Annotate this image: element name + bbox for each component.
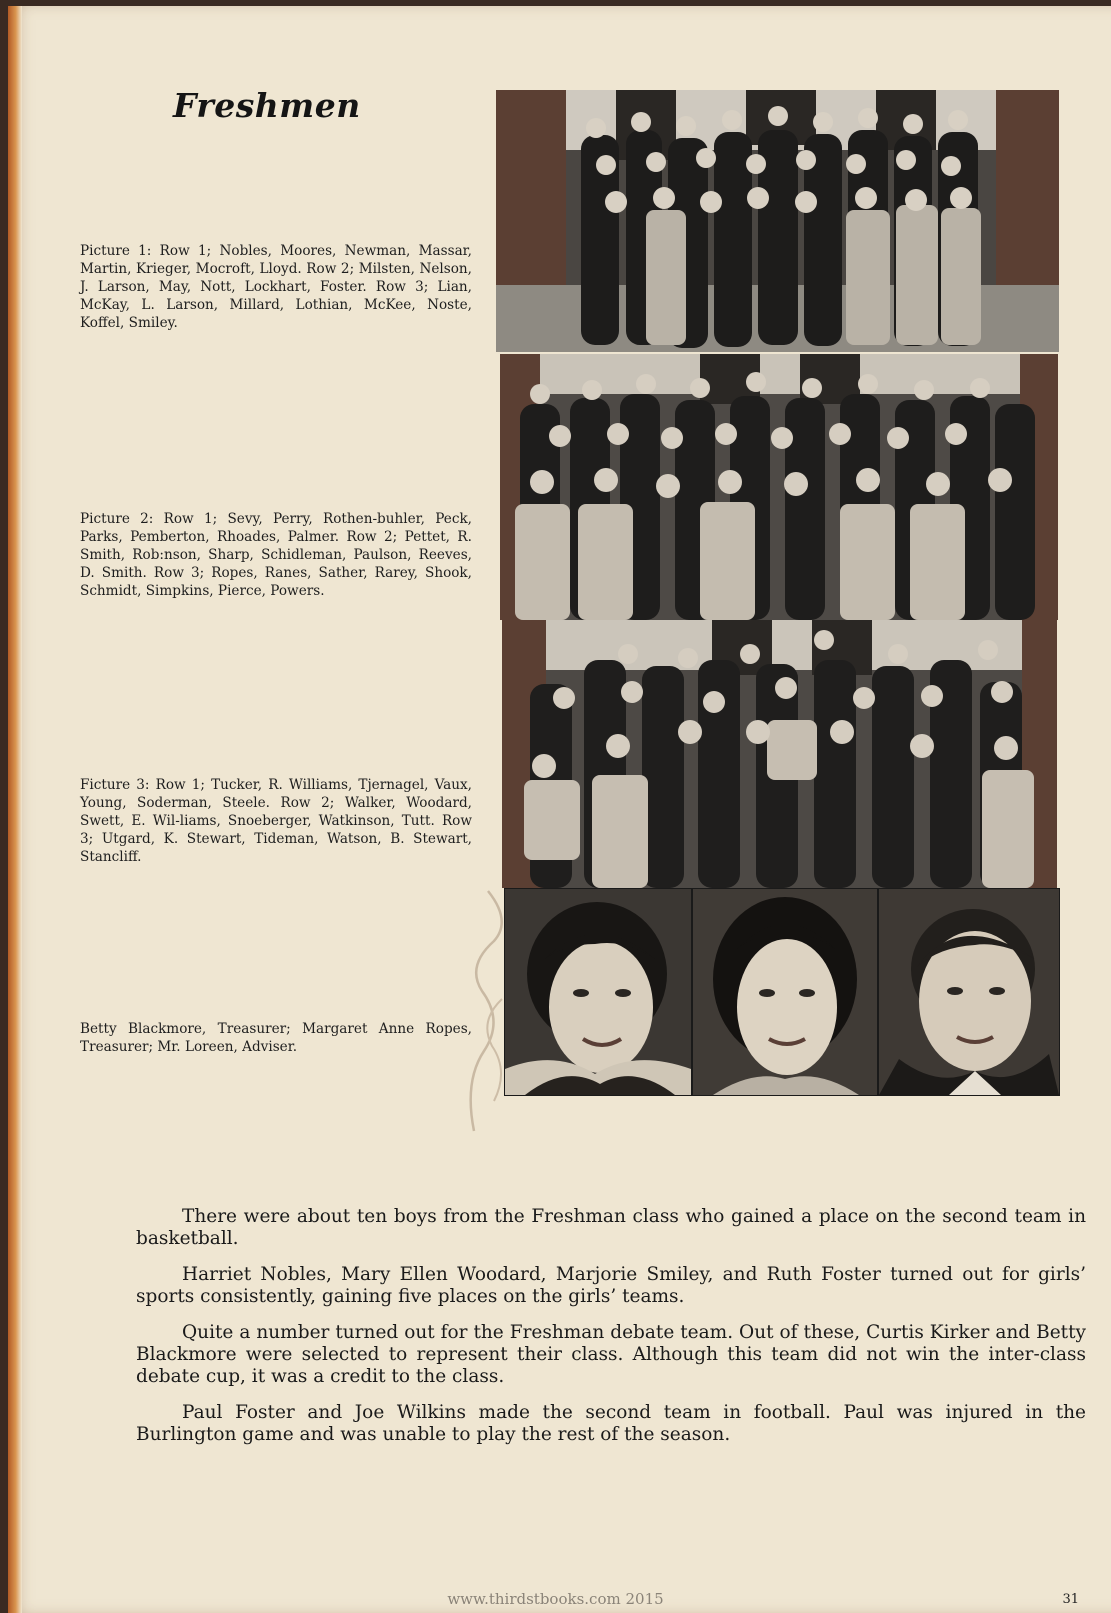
caption-picture-3: Ficture 3: Row 1; Tucker, R. Williams, Tjernagel, Vaux, Young, Soderman, Steele. Row 2; Walker, Woodard, Swett, E. Wil-liams, Snoeberger, Watkinson, Tutt. Row 3; Utgard, K. Stewart, Tideman, Watson, B. Stewart, Stancliff. [80, 777, 472, 865]
caption-officers: Betty Blackmore, Treasurer; Margaret Anne Ropes, Treasurer; Mr. Loreen, Adviser. [80, 1021, 472, 1055]
group-photo-1 [496, 90, 1059, 352]
book-spine-edge [8, 6, 22, 1613]
paragraph-football: Paul Foster and Joe Wilkins made the second team in football. Paul was injured in the Burlington game and was unable to play the rest of the season. [136, 1402, 1086, 1445]
paragraph-debate: Quite a number turned out for the Freshman debate team. Out of these, Curtis Kirker and Betty Blackmore were selected to represent their class. Although this team did not win the inter-class debate cup, it was a credit to the class. [136, 1322, 1086, 1387]
watermark: www.thirdstbooks.com 2015 [447, 1590, 664, 1608]
caption-picture-2: Picture 2: Row 1; Sevy, Perry, Rothen-buhler, Peck, Parks, Pemberton, Rhoades, Palmer. Row 2; Pettet, R. Smith, Rob:nson, Sharp, Schidleman, Paulson, Reeves, D. Smith. Row 3; Ropes, Ranes, Sather, Rarey, Shook, Schmidt, Simpkins, Pierce, Powers. [80, 511, 472, 599]
caption-picture-1: Picture 1: Row 1; Nobles, Moores, Newman, Massar, Martin, Krieger, Mocroft, Lloyd. Row 2; Milsten, Nelson, J. Larson, May, Nott, Lockhart, Foster. Row 3; Lian, McKay, L. Larson, Millard, Lothian, McKee, Noste, Koffel, Smiley. [80, 243, 472, 331]
paragraph-basketball: There were about ten boys from the Freshman class who gained a place on the second team in basketball. [136, 1206, 1086, 1249]
body-text [136, 1206, 1086, 1460]
paragraph-girls-sports: Harriet Nobles, Mary Ellen Woodard, Marjorie Smiley, and Ruth Foster turned out for girls’ sports consistently, gaining five places on the girls’ teams. [136, 1264, 1086, 1307]
group-photo-3 [502, 620, 1057, 888]
group-photo-2 [500, 354, 1058, 620]
portrait-margaret-anne-ropes [692, 888, 878, 1096]
yearbook-page [8, 6, 1111, 1613]
page-title: Freshmen [173, 86, 361, 125]
portrait-mr-loreen [878, 888, 1060, 1096]
pencil-signature [454, 881, 524, 1141]
portrait-betty-blackmore [504, 888, 692, 1096]
page-number: 31 [1062, 1592, 1079, 1607]
